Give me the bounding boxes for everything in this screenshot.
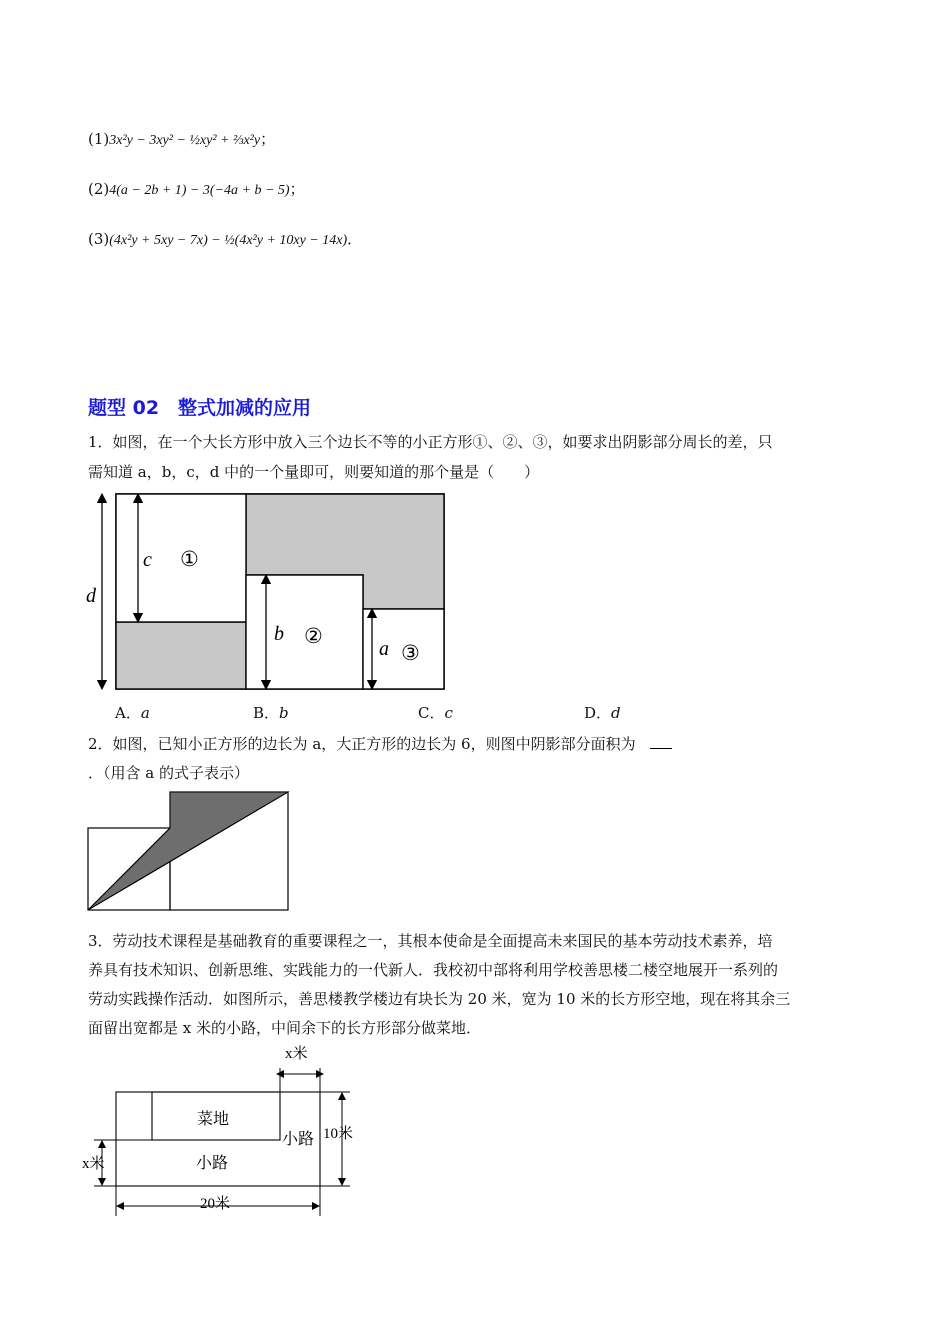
q1-figure: [88, 490, 448, 695]
exercise-1: [88, 128, 275, 149]
exercise-2: [88, 178, 305, 199]
q2-text-line1: [88, 734, 672, 753]
exercise-expression: 3x²y − 3xy² − ½xy² + ⅔x²y: [109, 133, 261, 148]
q2-text-line2: ．（用含 a 的式子表示）: [88, 764, 249, 782]
option-letter: B．: [253, 704, 280, 722]
q3-figure: [80, 1040, 370, 1220]
label-path-bottom: 小路: [196, 1155, 229, 1172]
q1-option-d[interactable]: [584, 702, 621, 723]
label-20m: 20米: [200, 1196, 231, 1212]
q2-text: 2．如图，已知小正方形的边长为 a，大正方形的边长为 6，则图中阴影部分面积为: [88, 735, 636, 753]
q1-text-line1: 1．如图，在一个大长方形中放入三个边长不等的小正方形①、②、③，如要求出阴影部分周长的差，只: [88, 433, 773, 451]
option-letter: C．: [418, 704, 445, 722]
exercise-expression: 4(a − 2b + 1) − 3(−4a + b − 5): [109, 183, 290, 198]
option-letter: D．: [584, 704, 612, 722]
section-heading: 题型 02 整式加减的应用: [88, 397, 312, 419]
label-sq2: ②: [304, 624, 323, 648]
exercise-punct: ；: [289, 180, 305, 198]
label-sq3: ③: [401, 641, 420, 665]
exercise-punct: ．: [347, 230, 363, 248]
exercise-expression: (4x²y + 5xy − 7x) − ½(4x²y + 10xy − 14x): [109, 233, 348, 248]
label-b: b: [274, 623, 284, 645]
q1-text-line2: 需知道 a，b，c，d 中的一个量即可，则要知道的那个量是（ ）: [88, 463, 540, 481]
option-value: a: [140, 704, 150, 722]
q1-option-b[interactable]: [253, 702, 289, 723]
label-a: a: [379, 638, 389, 660]
shaded-region-left: [116, 622, 246, 689]
option-value: c: [444, 704, 453, 722]
exercise-number: (1): [88, 130, 110, 148]
option-letter: A．: [115, 704, 141, 722]
label-path-right: 小路: [282, 1131, 315, 1148]
label-x-left: x米: [82, 1156, 105, 1172]
label-x-top: x米: [285, 1046, 308, 1062]
label-sq1: ①: [180, 547, 199, 571]
q1-option-a[interactable]: [115, 702, 150, 723]
q3-text-line3: 劳动实践操作活动．如图所示，善思楼教学楼边有块长为 20 米，宽为 10 米的长方形空地，现在将其余三: [88, 990, 791, 1008]
exercise-punct: ；: [260, 130, 276, 148]
option-value: d: [611, 704, 621, 722]
q3-text-line2: 养具有技术知识、创新思维、实践能力的一代新人．我校初中部将利用学校善思楼二楼空地展开一系列的: [88, 961, 779, 979]
label-c: c: [143, 549, 152, 571]
answer-blank[interactable]: [650, 734, 672, 749]
exercise-number: (3): [88, 230, 110, 248]
q3-text-line1: 3．劳动技术课程是基础教育的重要课程之一，其根本使命是全面提高未来国民的基本劳动技术素养，培: [88, 932, 773, 950]
exercise-number: (2): [88, 180, 110, 198]
q1-option-c[interactable]: [418, 702, 453, 723]
exercise-3: [88, 228, 362, 249]
option-value: b: [279, 704, 289, 722]
label-d: d: [86, 585, 96, 607]
q2-figure: [86, 790, 294, 914]
label-vegetable-plot: 菜地: [197, 1111, 230, 1128]
q3-text-line4: 面留出宽都是 x 米的小路，中间余下的长方形部分做菜地．: [88, 1019, 481, 1037]
label-10m: 10米: [323, 1126, 354, 1142]
